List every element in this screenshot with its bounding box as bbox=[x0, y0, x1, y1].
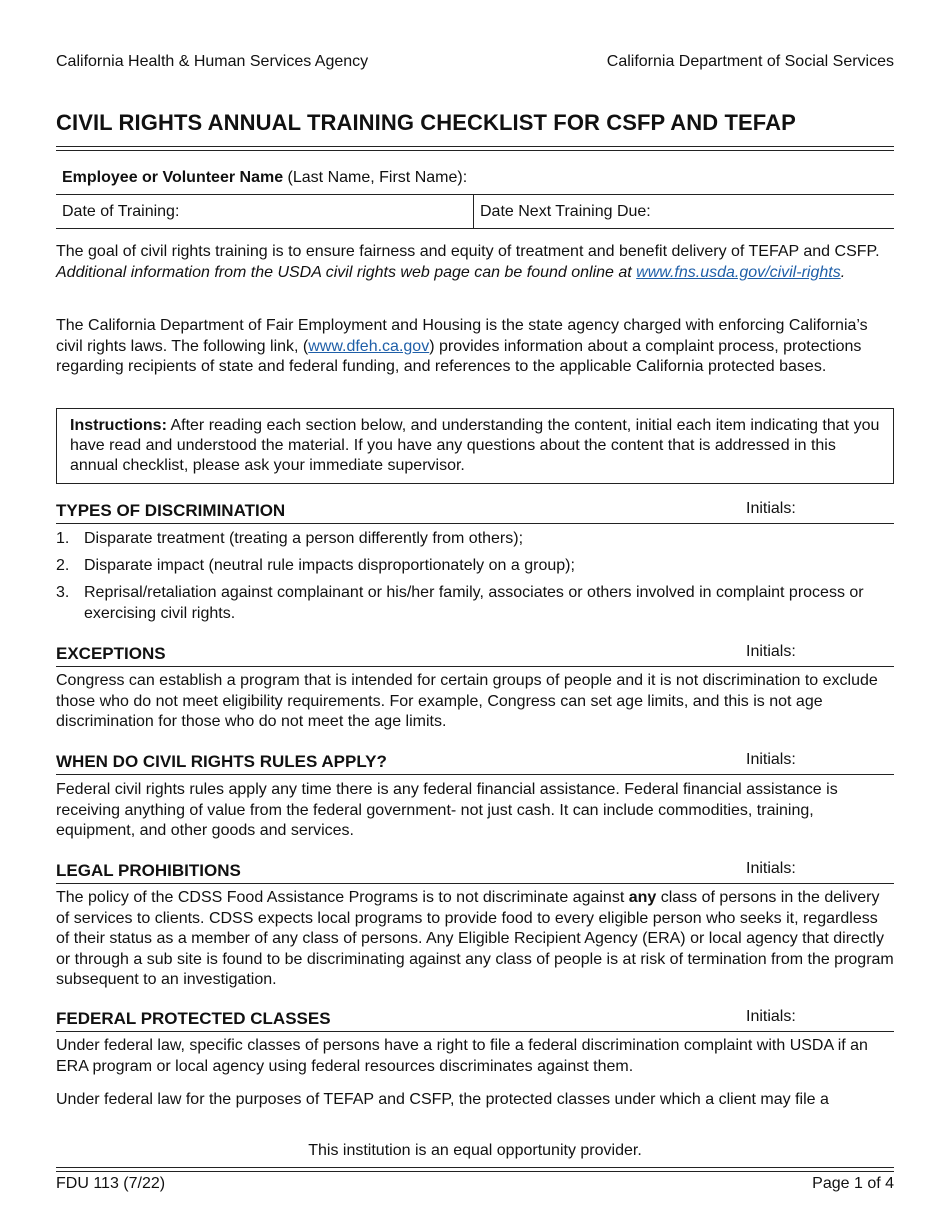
equal-opportunity-note: This institution is an equal opportunity provider. bbox=[308, 1142, 642, 1159]
section-heading: FEDERAL PROTECTED CLASSES bbox=[56, 1009, 331, 1028]
intro-2-text-end: ) provides information about a complaint process, protections regarding recipients of state and federal funding, and references to the applicable California protected bases. bbox=[56, 337, 862, 375]
page-title: CIVIL RIGHTS ANNUAL TRAINING CHECKLIST FOR CSFP AND TEFAP bbox=[56, 110, 796, 135]
section-heading: EXCEPTIONS bbox=[56, 644, 166, 663]
form-id: FDU 113 (7/22) bbox=[56, 1175, 166, 1192]
footer-divider bbox=[56, 1167, 894, 1172]
legal-text-emphasis: any bbox=[628, 889, 657, 906]
initials-field[interactable]: Initials: bbox=[746, 1008, 796, 1025]
item-number: 2. bbox=[56, 557, 70, 574]
list-item bbox=[56, 529, 894, 550]
instructions-label: Instructions: bbox=[70, 417, 167, 434]
section-heading: LEGAL PROHIBITIONS bbox=[56, 861, 241, 880]
agency-header bbox=[56, 53, 894, 71]
name-label: Employee or Volunteer Name bbox=[62, 168, 284, 186]
date-next-training-field[interactable] bbox=[474, 195, 895, 229]
page-number: Page 1 of 4 bbox=[812, 1175, 894, 1192]
usda-civil-rights-link[interactable]: www.fns.usda.gov/civil-rights bbox=[636, 263, 841, 281]
initials-field[interactable]: Initials: bbox=[746, 751, 796, 768]
legal-text-start: The policy of the CDSS Food Assistance Programs is to not discriminate against bbox=[56, 889, 629, 906]
when-text: Federal civil rights rules apply any time there is any federal financial assistance. Federal financial assistance is receiving anything of value from the federal government- not just cash. It can include commodities, training, equipment, and other goods and services. bbox=[56, 781, 838, 839]
title-divider bbox=[56, 146, 894, 151]
initials-field[interactable]: Initials: bbox=[746, 860, 796, 877]
date-next-training-label: Date Next Training Due: bbox=[480, 202, 651, 220]
training-form bbox=[56, 161, 894, 229]
item-text: Disparate impact (neutral rule impacts disproportionately on a group); bbox=[84, 557, 575, 574]
intro-1-text: The goal of civil rights training is to ensure fairness and equity of treatment and benefit delivery of TEFAP and CSFP. bbox=[56, 243, 880, 260]
section-heading: TYPES OF DISCRIMINATION bbox=[56, 501, 286, 520]
section-legal-header bbox=[56, 861, 894, 884]
section-types-header bbox=[56, 501, 894, 524]
section-federal-header bbox=[56, 1009, 894, 1032]
federal-text-1: Under federal law, specific classes of persons have a right to file a federal discrimination complaint with USDA if an ERA program or local agency using federal resources discriminates against them. bbox=[56, 1037, 868, 1075]
intro-paragraph-1 bbox=[56, 242, 894, 283]
intro-1-italic: Additional information from the USDA civil rights web page can be found online at bbox=[56, 263, 637, 281]
name-label-hint: (Last Name, First Name): bbox=[283, 168, 468, 186]
date-of-training-label: Date of Training: bbox=[62, 202, 180, 220]
initials-field[interactable]: Initials: bbox=[746, 643, 796, 660]
legal-text bbox=[56, 888, 894, 991]
exceptions-text: Congress can establish a program that is intended for certain groups of people and it is not discrimination to exclude those who do not meet eligibility requirements. For example, Congress can set age limits, and this is not age discrimination for those who do not meet the age limits. bbox=[56, 672, 878, 730]
list-item bbox=[56, 556, 894, 577]
discrimination-types-list bbox=[56, 529, 894, 631]
federal-text-2: Under federal law for the purposes of TEFAP and CSFP, the protected classes under which a client may file a bbox=[56, 1091, 829, 1108]
intro-paragraph-2 bbox=[56, 316, 894, 378]
section-exceptions-header bbox=[56, 644, 894, 667]
department-name: California Department of Social Services bbox=[606, 53, 894, 70]
initials-field[interactable]: Initials: bbox=[746, 500, 796, 517]
list-item bbox=[56, 583, 894, 624]
name-field[interactable] bbox=[56, 161, 894, 195]
legal-text-end: class of persons in the delivery of services to clients. CDSS expects local programs to provide food to every eligible person who seeks it, regardless of their status as a member of any class of persons. Any Eligible Recipient Agency (ERA) or local agency that directly or through a sub site is found to be discriminating against any class of people is at risk of termination from the program subsequent to an investigation. bbox=[56, 889, 894, 988]
page-footer bbox=[56, 1175, 894, 1193]
date-of-training-field[interactable] bbox=[56, 195, 474, 229]
section-heading: WHEN DO CIVIL RIGHTS RULES APPLY? bbox=[56, 752, 387, 771]
agency-name: California Health & Human Services Agency bbox=[56, 53, 369, 70]
intro-2-text: The California Department of Fair Employment and Housing is the state agency charged with enforcing California’s civil rights laws. The following link, ( bbox=[56, 317, 868, 355]
item-number: 3. bbox=[56, 584, 70, 601]
item-text: Disparate treatment (treating a person differently from others); bbox=[84, 530, 524, 547]
dfeh-link[interactable]: www.dfeh.ca.gov bbox=[308, 337, 430, 355]
intro-1-end: . bbox=[840, 263, 846, 281]
instructions-box bbox=[56, 408, 894, 484]
item-text: Reprisal/retaliation against complainant or his/her family, associates or others involved in complaint process or exercising civil rights. bbox=[84, 584, 864, 622]
instructions-text: After reading each section below, and understanding the content, initial each item indicating that you have read and understood the material. If you have any questions about the content that is addressed in this annual checklist, please ask your immediate supervisor. bbox=[70, 417, 880, 474]
item-number: 1. bbox=[56, 530, 70, 547]
section-when-header bbox=[56, 752, 894, 775]
